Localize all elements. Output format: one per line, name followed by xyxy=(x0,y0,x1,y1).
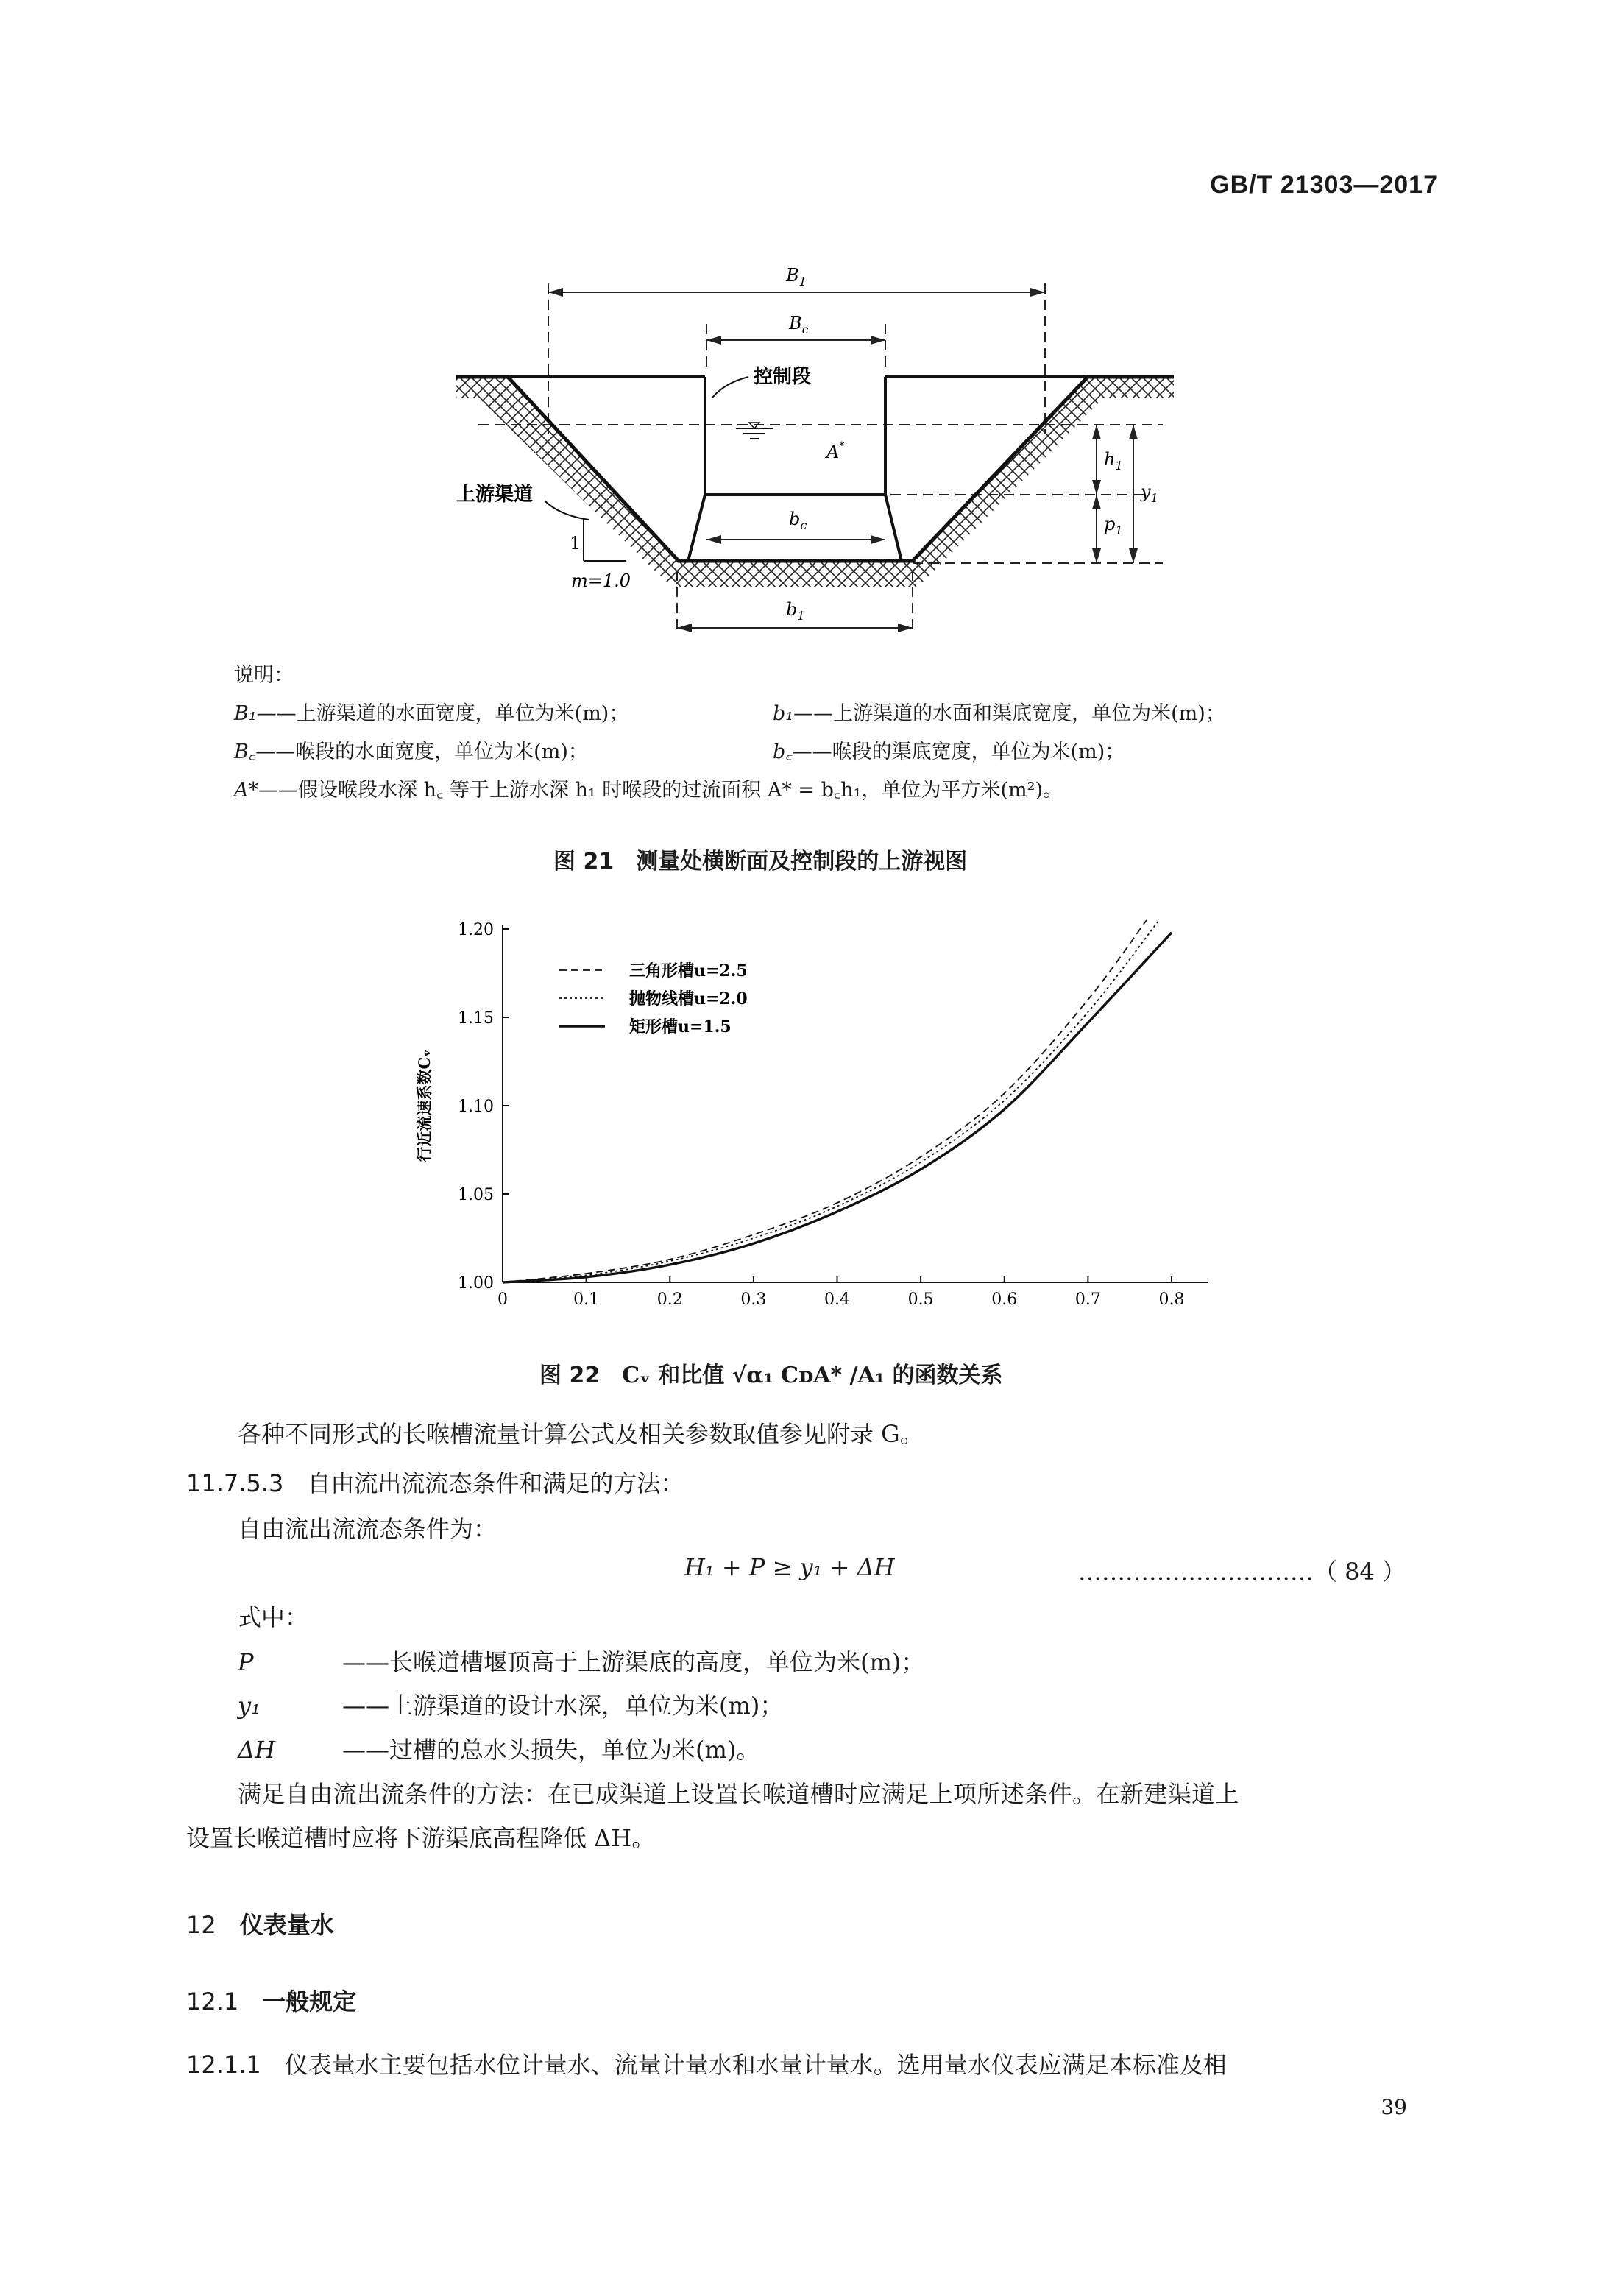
label-upstream-channel: 上游渠道 xyxy=(456,484,534,506)
x-tick-label: 0.1 xyxy=(573,1290,600,1309)
figure-21-caption: 图 21 测量处横断面及控制段的上游视图 xyxy=(553,849,968,875)
definition: P ——长喉道槽堰顶高于上游渠底的高度，单位为米(m)； xyxy=(238,1648,925,1676)
label-Astar: A* xyxy=(826,440,845,462)
label-p1: $p_1$ xyxy=(1104,514,1123,537)
x-tick-label: 0.8 xyxy=(1158,1290,1185,1309)
x-tick-label: 0 xyxy=(497,1290,508,1309)
series-line-dashed xyxy=(503,920,1147,1282)
ground-hatch-left xyxy=(456,375,679,582)
legend-label: 三角形槽u=2.5 xyxy=(629,961,748,981)
legend-item: B꜀——喉段的水面宽度，单位为米(m)； xyxy=(234,741,588,763)
series-line-dotted xyxy=(503,920,1159,1282)
legend-item: B₁——上游渠道的水面宽度，单位为米(m)； xyxy=(234,702,629,725)
series-line-solid xyxy=(503,933,1172,1282)
x-tick-label: 0.7 xyxy=(1074,1290,1101,1309)
y-tick-label: 1.00 xyxy=(458,1274,494,1293)
x-tick-label: 0.2 xyxy=(656,1290,683,1309)
x-tick-label: 0.5 xyxy=(907,1290,934,1309)
x-tick-label: 0.3 xyxy=(740,1290,767,1309)
section-heading: 12 仪表量水 xyxy=(186,1911,334,1939)
subsection-heading: 11.7.5.3 自由流出流流态条件和满足的方法： xyxy=(186,1469,684,1497)
control-section xyxy=(705,377,885,495)
label-slope-m: m=1.0 xyxy=(571,571,631,591)
label-h1: $h_1$ xyxy=(1104,449,1123,473)
section-heading: 12.1 一般规定 xyxy=(186,1988,357,2016)
page-number: 39 xyxy=(1381,2095,1407,2119)
definition: y₁ ——上游渠道的设计水深，单位为米(m)； xyxy=(238,1692,784,1720)
figure-21-diagram xyxy=(442,250,1192,648)
label-bc: $b_c$ xyxy=(789,509,807,532)
legend-item: b₁——上游渠道的水面和渠底宽度，单位为米(m)； xyxy=(773,702,1225,725)
label-Bc: $B_c$ xyxy=(789,313,809,336)
formula: H₁ + P ≥ y₁ + ΔH xyxy=(684,1553,895,1581)
label-slope-one: 1 xyxy=(570,533,581,554)
paragraph: 12.1.1 仪表量水主要包括水位计量水、流量计量水和水量计量水。选用量水仪表应满足本标准及相 xyxy=(186,2051,1227,2079)
legend-item: b꜀——喉段的渠底宽度，单位为米(m)； xyxy=(773,741,1125,763)
y-tick-label: 1.15 xyxy=(458,1009,494,1028)
paragraph: 满足自由流出流条件的方法：在已成渠道上设置长喉道槽时应满足上项所述条件。在新建渠道上 xyxy=(238,1780,1239,1808)
y-tick-label: 1.05 xyxy=(458,1186,494,1204)
formula-number: …………………………（ 84 ） xyxy=(1078,1558,1406,1586)
figure-22-caption: 图 22 Cᵥ 和比值 √α₁ CᴅA* /A₁ 的函数关系 xyxy=(539,1363,1003,1388)
y-tick-label: 1.20 xyxy=(458,921,494,939)
label-y1: $y_1$ xyxy=(1141,481,1158,505)
x-tick-label: 0.4 xyxy=(824,1290,850,1309)
standard-number: GB/T 21303—2017 xyxy=(1210,171,1438,199)
legend-label: 抛物线槽u=2.0 xyxy=(629,989,748,1009)
y-tick-label: 1.10 xyxy=(458,1098,494,1116)
figure-22-chart xyxy=(397,913,1236,1325)
paragraph: 设置长喉道槽时应将下游渠底高程降低 ΔH。 xyxy=(186,1824,656,1852)
label-B1: $B_1$ xyxy=(786,265,807,289)
label-control-section: 控制段 xyxy=(754,366,812,388)
label-b1: $b_1$ xyxy=(786,599,805,623)
where-label: 式中： xyxy=(238,1603,309,1631)
ground-hatch-bottom xyxy=(676,561,916,587)
legend-title: 说明： xyxy=(234,664,294,687)
x-tick-label: 0.6 xyxy=(991,1290,1018,1309)
legend-item: A*——假设喉段水深 h꜀ 等于上游水深 h₁ 时喉段的过流面积 A* = b꜀h₁，单位为平方米(m²)。 xyxy=(234,779,1063,802)
y-axis-label: 行近流速系数Cᵥ xyxy=(415,1049,433,1162)
paragraph: 各种不同形式的长喉槽流量计算公式及相关参数取值参见附录 G。 xyxy=(238,1420,924,1448)
legend-label: 矩形槽u=1.5 xyxy=(629,1017,732,1036)
definition: ΔH ——过槽的总水头损失，单位为米(m)。 xyxy=(238,1736,760,1764)
paragraph: 自由流出流流态条件为： xyxy=(238,1515,497,1543)
